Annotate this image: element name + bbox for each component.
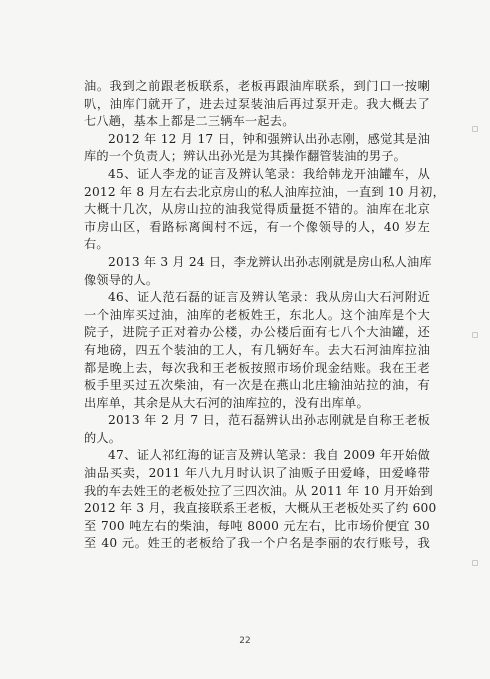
margin-dot — [472, 560, 478, 566]
text-line: 47、证人祁红海的证言及辨认笔录：我自 2009 年开始做 — [108, 448, 430, 463]
body-text — [84, 78, 445, 553]
text-line: 2013 年 2 月 7 日，范石磊辨认出孙志刚就是自称王老板 — [108, 413, 430, 428]
text-line: 2012 年 3 月，我直接联系王老板，大概从王老板处买了约 600 — [84, 501, 437, 516]
text-line: 大概十几次，从房山拉的油我觉得质量挺不错的。油库在北京 — [84, 202, 430, 217]
text-line: 的人。 — [84, 430, 122, 445]
text-line: 2012 年 8 月左右去北京房山的私人油库拉油，一直到 10 月初， — [84, 184, 445, 199]
text-line: 出库单，其余是从大石河的油库拉的，没有出库单。 — [84, 395, 369, 410]
margin-dot — [472, 126, 478, 132]
text-line: 油品买卖，2011 年八九月时认识了油贩子田爱峰，田爱峰带 — [84, 466, 430, 481]
text-line: 至 700 吨左右的柴油，每吨 8000 元左右，比市场价便宜 30 — [84, 518, 430, 533]
text-line: 45、证人李龙的证言及辨认笔录：我给韩龙开油罐车，从 — [108, 166, 430, 181]
text-line: 像领导的人。 — [84, 272, 159, 287]
text-line: 板手里买过五次柴油，有一次是在燕山北庄输油站拉的油，有 — [84, 378, 430, 393]
text-line: 七八趟，基本上都是二三辆车一起去。 — [84, 114, 295, 129]
margin-dot — [472, 332, 478, 338]
text-line: 一个油库买过油，油库的老板姓王，东北人。这个油库是个大 — [84, 307, 430, 322]
text-line: 至 40 元。姓王的老板给了我一个户名是李丽的农行账号，我 — [84, 536, 430, 551]
text-line: 2012 年 12 月 17 日，钟和强辨认出孙志刚，感觉其是油 — [108, 131, 430, 146]
text-line: 都是晚上去，每次我和王老板按照市场价现金结账。我在王老 — [84, 360, 430, 375]
text-line: 院子，进院子正对着办公楼，办公楼后面有七八个大油罐，还 — [84, 325, 430, 340]
page-number: 22 — [239, 636, 251, 646]
text-line: 46、证人范石磊的证言及辨认笔录：我从房山大石河附近 — [108, 290, 430, 305]
text-line: 2013 年 3 月 24 日，李龙辨认出孙志刚就是房山私人油库 — [108, 254, 432, 269]
text-line: 市房山区，看路标离闽村不远，有一个像领导的人，40 岁左 — [84, 219, 430, 234]
text-line: 油。我到之前跟老板联系，老板再跟油库联系，到门口一按喇 — [84, 79, 430, 93]
text-line: 我的车去姓王的老板处拉了三四次油。从 2011 年 10 月开始到 — [84, 483, 433, 498]
text-line: 库的一个负责人；辨认出孙光是为其操作翻管装油的男子。 — [84, 149, 407, 164]
text-line: 右。 — [84, 237, 109, 252]
text-line: 叭，油库门就开了，进去过泵装油后再过泵开走。我大概去了 — [84, 96, 430, 111]
text-line: 有地磅，四五个装油的工人，有几辆好车。去大石河油库拉油 — [84, 342, 430, 357]
